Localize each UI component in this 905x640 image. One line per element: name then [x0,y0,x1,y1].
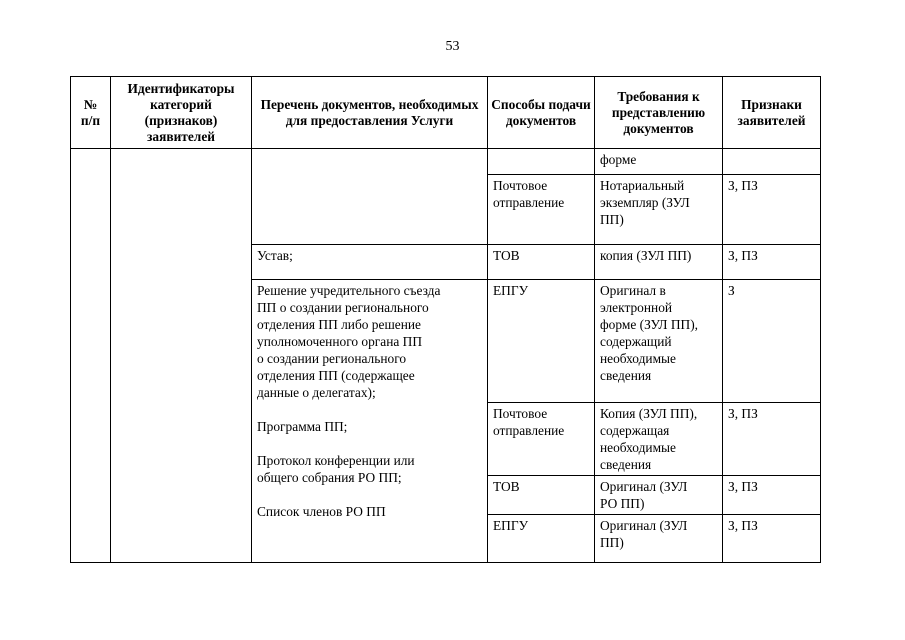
document-program: Программа ПП; [257,419,348,434]
signs-cell: З, ПЗ [723,515,821,563]
requirement-cell: Оригинал (ЗУЛ ПП) [595,515,723,563]
requirement-cell: форме [595,149,723,175]
document-cell-empty [252,149,488,245]
document-protocol: Протокол конференции или общего собрания РО ПП; [257,453,415,485]
spacer [257,401,482,418]
method-cell: ЕПГУ [488,515,595,563]
documents-table [70,76,821,563]
spacer [257,486,482,503]
spacer [257,435,482,452]
num-cell [71,149,111,563]
signs-cell: З, ПЗ [723,403,821,476]
method-cell: ЕПГУ [488,280,595,403]
document-members: Список членов РО ПП [257,504,386,519]
document-group-cell [252,280,488,563]
signs-cell: З [723,280,821,403]
document-cell: Устав; [252,245,488,280]
requirement-cell: копия (ЗУЛ ПП) [595,245,723,280]
table-header-row [71,77,821,149]
header-requirements: Требования к представлению документов [595,77,723,149]
table-row [71,149,821,175]
requirement-cell: Оригинал (ЗУЛ РО ПП) [595,476,723,515]
signs-cell: З, ПЗ [723,476,821,515]
method-cell: Почтовое отправление [488,403,595,476]
header-documents: Перечень документов, необходимых для предоставления Услуги [252,77,488,149]
page-number: 53 [445,39,460,54]
requirement-cell: Копия (ЗУЛ ПП), содержащая необходимые сведения [595,403,723,476]
requirement-cell: Нотариальный экземпляр (ЗУЛ ПП) [595,175,723,245]
method-cell: ТОВ [488,245,595,280]
header-num: № п/п [71,77,111,149]
header-signs: Признаки заявителей [723,77,821,149]
signs-cell [723,149,821,175]
method-cell: Почтовое отправление [488,175,595,245]
document-decision: Решение учредительного съезда ПП о создании регионального отделения ПП либо решение уполномоченного органа ПП о создании регионального отделения ПП (содержащее данные о делегатах); [257,283,441,400]
signs-cell: З, ПЗ [723,245,821,280]
identifiers-cell [111,149,252,563]
method-cell: ТОВ [488,476,595,515]
header-identifiers: Идентификаторы категорий (признаков) заявителей [111,77,252,149]
method-cell [488,149,595,175]
header-methods: Способы подачи документов [488,77,595,149]
signs-cell: З, ПЗ [723,175,821,245]
requirement-cell: Оригинал в электронной форме (ЗУЛ ПП), содержащий необходимые сведения [595,280,723,403]
